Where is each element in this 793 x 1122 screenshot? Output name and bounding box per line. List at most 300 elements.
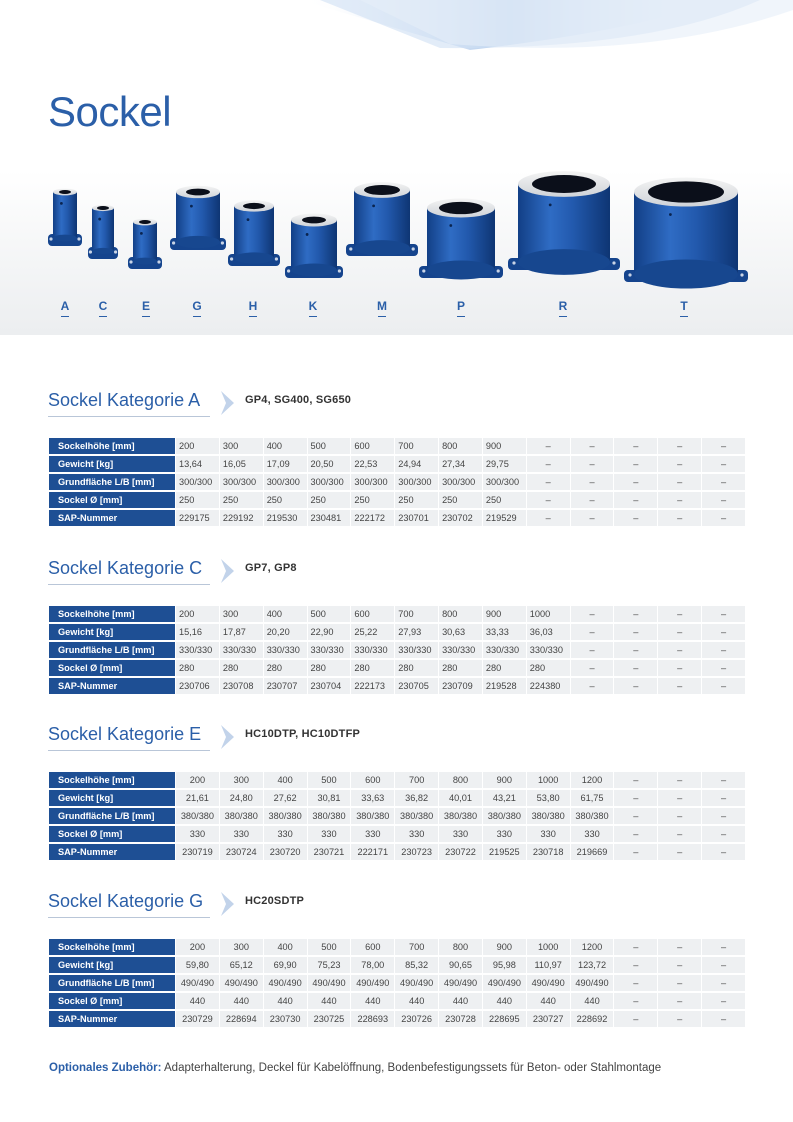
table-cell: 330/330 [527,642,570,658]
table-cell: 380/380 [439,808,482,824]
socket-p-image [419,198,503,279]
table-cell: 200 [176,606,219,622]
table-cell: 330 [483,826,526,842]
table-cell: 228692 [571,1011,614,1027]
table-cell: 900 [483,772,526,788]
table-cell: – [702,975,745,991]
table-cell: 222171 [351,844,394,860]
table-cell: 230704 [308,678,351,694]
table-cell: – [614,975,657,991]
socket-a-image [48,189,82,246]
table-cell: 330/330 [308,642,351,658]
section-title: Sockel Kategorie E [48,724,202,744]
table-cell: – [702,642,745,658]
row-header: Sockelhöhe [mm] [49,939,175,955]
table-row [49,456,745,472]
table-cell: 250 [483,492,526,508]
table-cell: 600 [351,606,394,622]
table-cell: 75,23 [308,957,351,973]
table-cell: – [614,957,657,973]
table-cell: 200 [176,939,219,955]
section-header [48,889,748,919]
table-cell: 900 [483,438,526,454]
table-cell: 800 [439,606,482,622]
optional-accessories-label: Optionales Zubehör: [49,1062,162,1074]
table-cell: – [614,844,657,860]
table-cell: 330/330 [220,642,263,658]
table-cell: 280 [308,660,351,676]
table-cell: 219530 [264,510,307,526]
row-header: Sockel Ø [mm] [49,492,175,508]
table-cell: – [658,510,701,526]
table-cell: 300 [220,772,263,788]
table-cell: 69,90 [264,957,307,973]
table-cell: 230706 [176,678,219,694]
table-cell: 53,80 [527,790,570,806]
table-cell: 330 [571,826,614,842]
table-cell: – [658,492,701,508]
table-cell: 25,22 [351,624,394,640]
table-cell: – [702,456,745,472]
table-cell: 280 [439,660,482,676]
table-cell: 228693 [351,1011,394,1027]
table-cell: 21,61 [176,790,219,806]
table-cell: 22,90 [308,624,351,640]
table-cell: 380/380 [220,808,263,824]
table-cell: 20,20 [264,624,307,640]
table-cell: – [614,993,657,1009]
section-underline [48,750,210,751]
table-cell: 400 [264,606,307,622]
section-underline [48,917,210,918]
table-cell: 300/300 [220,474,263,490]
table-cell: – [658,474,701,490]
row-header: Sockel Ø [mm] [49,826,175,842]
table-cell: 230725 [308,1011,351,1027]
table-cell: 230727 [527,1011,570,1027]
table-cell: – [527,492,570,508]
table-cell: – [614,772,657,788]
table-cell: 700 [395,606,438,622]
table-row [49,826,745,842]
table-cell: 380/380 [395,808,438,824]
table-cell: 330/330 [439,642,482,658]
table-cell: – [571,660,614,676]
table-cell: – [614,606,657,622]
table-cell: 230719 [176,844,219,860]
table-cell: 29,75 [483,456,526,472]
table-cell: 224380 [527,678,570,694]
table-cell: 219525 [483,844,526,860]
table-cell: – [658,642,701,658]
row-header: Grundfläche L/B [mm] [49,975,175,991]
table-cell: 36,82 [395,790,438,806]
table-cell: 300 [220,939,263,955]
table-cell: 250 [395,492,438,508]
table-cell: 20,50 [308,456,351,472]
table-cell: 440 [176,993,219,1009]
table-cell: – [614,456,657,472]
table-cell: 440 [395,993,438,1009]
table-cell: 230721 [308,844,351,860]
table-cell: 123,72 [571,957,614,973]
table-row [49,438,745,454]
row-header: Sockel Ø [mm] [49,660,175,676]
table-cell: – [571,510,614,526]
table-cell: – [658,957,701,973]
row-header: Sockel Ø [mm] [49,993,175,1009]
table-cell: – [571,642,614,658]
table-cell: 490/490 [176,975,219,991]
row-header: SAP-Nummer [49,1011,175,1027]
row-header: SAP-Nummer [49,844,175,860]
chevron-right-icon [219,390,237,416]
table-cell: – [702,993,745,1009]
table-cell: 230709 [439,678,482,694]
table-cell: 230729 [176,1011,219,1027]
table-cell: 300/300 [351,474,394,490]
table-cell: 250 [351,492,394,508]
table-row [49,492,745,508]
table-cell: – [702,510,745,526]
table-row [49,606,745,622]
table-cell: 490/490 [571,975,614,991]
table-cell: 65,12 [220,957,263,973]
product-image-strip [0,170,793,335]
table-cell: 230726 [395,1011,438,1027]
section-kategorie-c [48,556,748,691]
table-cell: – [614,1011,657,1027]
table-cell: 230708 [220,678,263,694]
table-cell: 230718 [527,844,570,860]
table-cell: 59,80 [176,957,219,973]
table-cell: 490/490 [264,975,307,991]
table-cell: 400 [264,772,307,788]
table-cell: – [614,438,657,454]
table-cell: 219529 [483,510,526,526]
table-cell: 280 [351,660,394,676]
section-header [48,388,748,418]
socket-h-image [228,200,280,266]
table-cell: 200 [176,438,219,454]
table-cell: 222172 [351,510,394,526]
table-cell: 280 [176,660,219,676]
table-cell: 300/300 [439,474,482,490]
table-cell: – [658,826,701,842]
row-header: Gewicht [kg] [49,790,175,806]
table-cell: 330/330 [351,642,394,658]
table-cell: – [702,660,745,676]
table-cell: – [571,438,614,454]
row-header: Gewicht [kg] [49,957,175,973]
spec-table [48,770,746,862]
table-cell: – [702,957,745,973]
table-cell: 500 [308,606,351,622]
table-cell: 330 [527,826,570,842]
table-cell: 250 [176,492,219,508]
table-cell: 280 [395,660,438,676]
table-cell: 229192 [220,510,263,526]
row-header: Grundfläche L/B [mm] [49,642,175,658]
table-cell: – [658,1011,701,1027]
table-cell: 1000 [527,939,570,955]
table-cell: 330/330 [395,642,438,658]
table-cell: 900 [483,939,526,955]
table-row [49,474,745,490]
page-title: Sockel [48,88,172,135]
table-cell: 230723 [395,844,438,860]
table-cell: 800 [439,939,482,955]
table-row [49,957,745,973]
table-cell: – [614,492,657,508]
table-cell: 230481 [308,510,351,526]
table-cell: – [702,790,745,806]
row-header: Sockelhöhe [mm] [49,772,175,788]
socket-label-k: K [303,299,323,317]
table-row [49,975,745,991]
table-cell: 490/490 [527,975,570,991]
table-cell: 300/300 [176,474,219,490]
socket-k-image [285,214,343,278]
table-cell: 490/490 [395,975,438,991]
table-cell: 300/300 [264,474,307,490]
table-cell: 440 [439,993,482,1009]
table-cell: 300/300 [483,474,526,490]
table-cell: – [702,772,745,788]
table-cell: 380/380 [483,808,526,824]
table-cell: 229175 [176,510,219,526]
table-cell: 600 [351,772,394,788]
table-cell: – [658,456,701,472]
socket-g-image [170,186,226,250]
table-cell: 27,34 [439,456,482,472]
spec-table [48,436,746,528]
table-cell: – [571,456,614,472]
table-cell: 380/380 [351,808,394,824]
table-cell: – [658,939,701,955]
table-cell: 380/380 [176,808,219,824]
table-cell: – [614,678,657,694]
table-cell: 800 [439,772,482,788]
table-cell: – [571,624,614,640]
table-cell: 36,03 [527,624,570,640]
table-cell: – [614,826,657,842]
table-cell: 440 [220,993,263,1009]
table-cell: – [658,844,701,860]
table-cell: 300/300 [308,474,351,490]
table-cell: – [614,642,657,658]
table-cell: 330/330 [176,642,219,658]
table-cell: – [614,790,657,806]
table-row [49,808,745,824]
table-cell: – [614,474,657,490]
socket-m-image [346,182,418,256]
table-row [49,772,745,788]
table-cell: 490/490 [483,975,526,991]
section-kategorie-a [48,388,748,523]
table-cell: 380/380 [571,808,614,824]
section-header [48,722,748,752]
table-cell: 24,80 [220,790,263,806]
table-cell: – [702,1011,745,1027]
socket-label-a: A [55,299,75,317]
section-models: HC20SDTP [245,895,305,907]
table-cell: – [527,456,570,472]
table-cell: 230707 [264,678,307,694]
table-cell: – [658,808,701,824]
table-cell: – [614,660,657,676]
table-cell: 1200 [571,939,614,955]
table-cell: 17,09 [264,456,307,472]
row-header: Gewicht [kg] [49,624,175,640]
socket-c-image [88,205,118,259]
table-cell: – [571,474,614,490]
table-cell: 400 [264,438,307,454]
table-cell: 600 [351,939,394,955]
table-cell: – [658,606,701,622]
table-cell: – [571,678,614,694]
table-cell: 300 [220,438,263,454]
table-cell: 230728 [439,1011,482,1027]
table-cell: 222173 [351,678,394,694]
table-cell: 380/380 [264,808,307,824]
section-title: Sockel Kategorie G [48,891,204,911]
table-cell: 490/490 [220,975,263,991]
table-cell: 440 [571,993,614,1009]
table-row [49,660,745,676]
table-cell: 330 [395,826,438,842]
table-cell: 250 [308,492,351,508]
socket-label-g: G [187,299,207,317]
table-cell: 440 [308,993,351,1009]
table-row [49,678,745,694]
section-models: GP7, GP8 [245,562,297,574]
section-models: HC10DTP, HC10DTFP [245,728,361,740]
section-underline [48,416,210,417]
table-cell: 330 [220,826,263,842]
table-cell: – [614,510,657,526]
table-cell: 700 [395,939,438,955]
table-cell: 16,05 [220,456,263,472]
table-cell: 700 [395,438,438,454]
socket-label-p: P [451,299,471,317]
table-cell: 330/330 [264,642,307,658]
socket-label-t: T [674,299,694,317]
table-cell: – [658,438,701,454]
table-cell: 200 [176,772,219,788]
table-cell: – [614,624,657,640]
table-cell: – [527,510,570,526]
table-cell: 110,97 [527,957,570,973]
table-cell: 230702 [439,510,482,526]
table-cell: 900 [483,606,526,622]
table-cell: – [658,678,701,694]
table-cell: 440 [527,993,570,1009]
chevron-right-icon [219,891,237,917]
table-cell: 230722 [439,844,482,860]
table-cell: 500 [308,438,351,454]
section-models: GP4, SG400, SG650 [245,394,352,406]
optional-accessories-note [49,1062,661,1074]
table-cell: 1200 [571,772,614,788]
table-cell: 230701 [395,510,438,526]
table-cell: 33,33 [483,624,526,640]
table-cell: 30,81 [308,790,351,806]
table-cell: 600 [351,438,394,454]
table-cell: 300/300 [395,474,438,490]
table-cell: 228695 [483,1011,526,1027]
table-cell: 1000 [527,772,570,788]
table-row [49,993,745,1009]
table-cell: 330 [264,826,307,842]
table-cell: 24,94 [395,456,438,472]
section-kategorie-e [48,722,748,857]
table-cell: 440 [264,993,307,1009]
table-cell: – [658,624,701,640]
socket-e-image [128,219,162,269]
table-cell: 250 [264,492,307,508]
table-cell: 27,62 [264,790,307,806]
table-cell: 380/380 [308,808,351,824]
table-cell: – [702,939,745,955]
table-cell: – [658,993,701,1009]
row-header: SAP-Nummer [49,678,175,694]
socket-label-r: R [553,299,573,317]
table-cell: – [658,790,701,806]
table-cell: 13,64 [176,456,219,472]
socket-t-image [624,177,748,288]
table-cell: 61,75 [571,790,614,806]
table-cell: 700 [395,772,438,788]
chevron-right-icon [219,558,237,584]
spec-table [48,937,746,1029]
table-cell: 280 [220,660,263,676]
table-cell: 230720 [264,844,307,860]
table-cell: 85,32 [395,957,438,973]
table-cell: – [614,808,657,824]
table-cell: – [571,606,614,622]
section-kategorie-g [48,889,748,1024]
table-row [49,510,745,526]
table-cell: 400 [264,939,307,955]
table-cell: 30,63 [439,624,482,640]
optional-accessories-text: Adapterhalterung, Deckel für Kabelöffnung, Bodenbefestigungssets für Beton- oder Stahlmontage [161,1062,662,1074]
table-row [49,624,745,640]
table-cell: – [702,826,745,842]
table-cell: 90,65 [439,957,482,973]
row-header: SAP-Nummer [49,510,175,526]
table-cell: – [614,939,657,955]
table-cell: 22,53 [351,456,394,472]
row-header: Grundfläche L/B [mm] [49,474,175,490]
table-cell: – [702,474,745,490]
section-title: Sockel Kategorie C [48,558,203,578]
section-underline [48,584,210,585]
table-cell: 33,63 [351,790,394,806]
table-cell: 500 [308,772,351,788]
table-cell: 250 [220,492,263,508]
row-header: Gewicht [kg] [49,456,175,472]
table-cell: 440 [483,993,526,1009]
socket-label-h: H [243,299,263,317]
table-cell: 330 [439,826,482,842]
table-cell: – [571,492,614,508]
table-cell: – [702,808,745,824]
table-cell: 300 [220,606,263,622]
table-cell: 380/380 [527,808,570,824]
table-cell: 17,87 [220,624,263,640]
table-cell: – [702,624,745,640]
